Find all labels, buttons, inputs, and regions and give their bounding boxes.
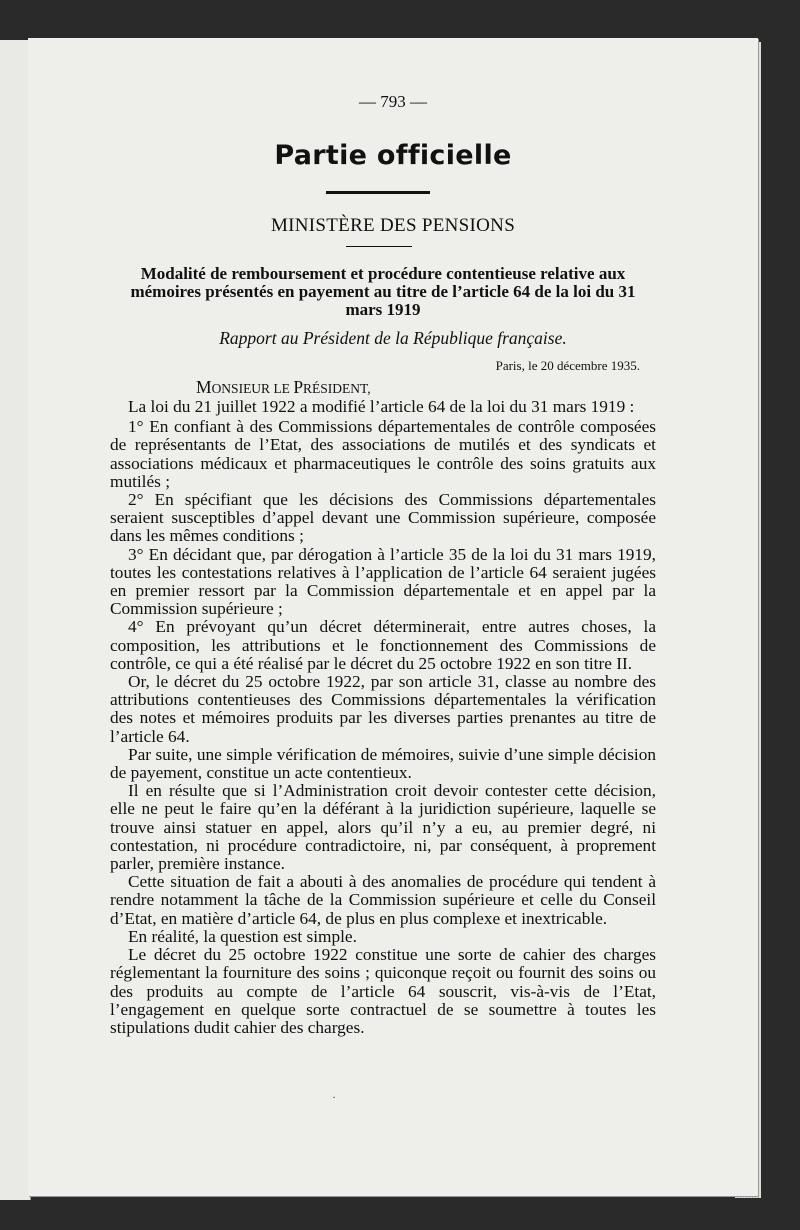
- paragraph: Le décret du 25 octobre 1922 constitue une sorte de cahier des charges réglementant la fourniture des soins ; quiconque reçoit ou fournit des soins ou des produits au compte de l’article 64 souscrit, vis-à-vis de l’Etat, l’engagement en quelque sorte contractuel de se soumettre à toutes les stipulations dudit cahier des charges.: [110, 945, 656, 1037]
- paragraph: 2° En spécifiant que les décisions des Commissions départementales seraient susceptibles d’appel devant une Commission supérieure, composée dans les mêmes conditions ;: [110, 490, 656, 546]
- salutation-rest-1: ONSIEUR LE: [211, 381, 294, 396]
- title-rule: [326, 191, 430, 194]
- salutation-initial-2: P: [293, 377, 304, 397]
- facing-page-edge: [0, 40, 31, 1200]
- salutation-rest-2: RÉSIDENT,: [303, 381, 371, 396]
- salutation-initial-1: M: [196, 377, 212, 397]
- date-line: Paris, le 20 décembre 1935.: [495, 358, 640, 373]
- paragraph: La loi du 21 juillet 1922 a modifié l’article 64 de la loi du 31 mars 1919 :: [128, 397, 635, 416]
- ministry-rule: [346, 246, 412, 247]
- salutation: [196, 377, 371, 398]
- body-text: [110, 398, 656, 1037]
- page-number: — 793 —: [359, 92, 427, 111]
- paragraph: En réalité, la question est simple.: [128, 926, 357, 946]
- decree-title: Modalité de remboursement et procédure contentieuse relative aux mémoires présentés en payement au titre de l’article 64 de la loi du 31 mars 1919: [130, 264, 636, 319]
- report-subtitle: Rapport au Président de la République française.: [219, 328, 567, 348]
- print-speck: ·: [332, 1090, 336, 1104]
- paragraph: Il en résulte que si l’Administration croit devoir contester cette décision, elle ne peut le faire qu’en la déférant à la juridiction supérieure, laquelle se trouve ainsi statuer en appel, alors qu’il n’y a eu, au premier degré, ni contestation, ni procédure contradictoire, ni, par conséquent, à proprement parler, première instance.: [110, 781, 656, 874]
- paragraph: Cette situation de fait a abouti à des anomalies de procédure qui tendent à rendre notamment la tâche de la Commission supérieure et celle du Conseil d’Etat, en matière d’article 64, de plus en plus complexe et inextricable.: [110, 872, 656, 928]
- paragraph: 4° En prévoyant qu’un décret déterminerait, entre autres choses, la composition, les attributions et le fonctionnement des Commissions de contrôle, ce qui a été réalisé par le décret du 25 octobre 1922 en son titre II.: [110, 617, 656, 673]
- paragraph: Or, le décret du 25 octobre 1922, par son article 31, classe au nombre des attributions contentieuses des Commissions départementales la vérification des notes et mémoires produits par les diverses parties prenantes au titre de l’article 64.: [110, 672, 656, 746]
- paragraph: 3° En décidant que, par dérogation à l’article 35 de la loi du 31 mars 1919, toutes les contestations relatives à l’application de l’article 64 seraient jugées en premier ressort par la Commission départementale et en appel par la Commission supérieure ;: [110, 544, 656, 619]
- document-page: [28, 38, 758, 1196]
- part-title: Partie officielle: [274, 140, 512, 171]
- paragraph: 1° En confiant à des Commissions départementales de contrôle composées de représentants de l’Etat, des associations de mutilés et des syndicats et associations médicaux et pharmaceutiques le contrôle des soins gratuits aux mutilés ;: [110, 417, 656, 491]
- ministry-heading: MINISTÈRE DES PENSIONS: [270, 215, 516, 236]
- paragraph: Par suite, une simple vérification de mémoires, suivie d’une simple décision de payement, constitue un acte contentieux.: [110, 744, 656, 783]
